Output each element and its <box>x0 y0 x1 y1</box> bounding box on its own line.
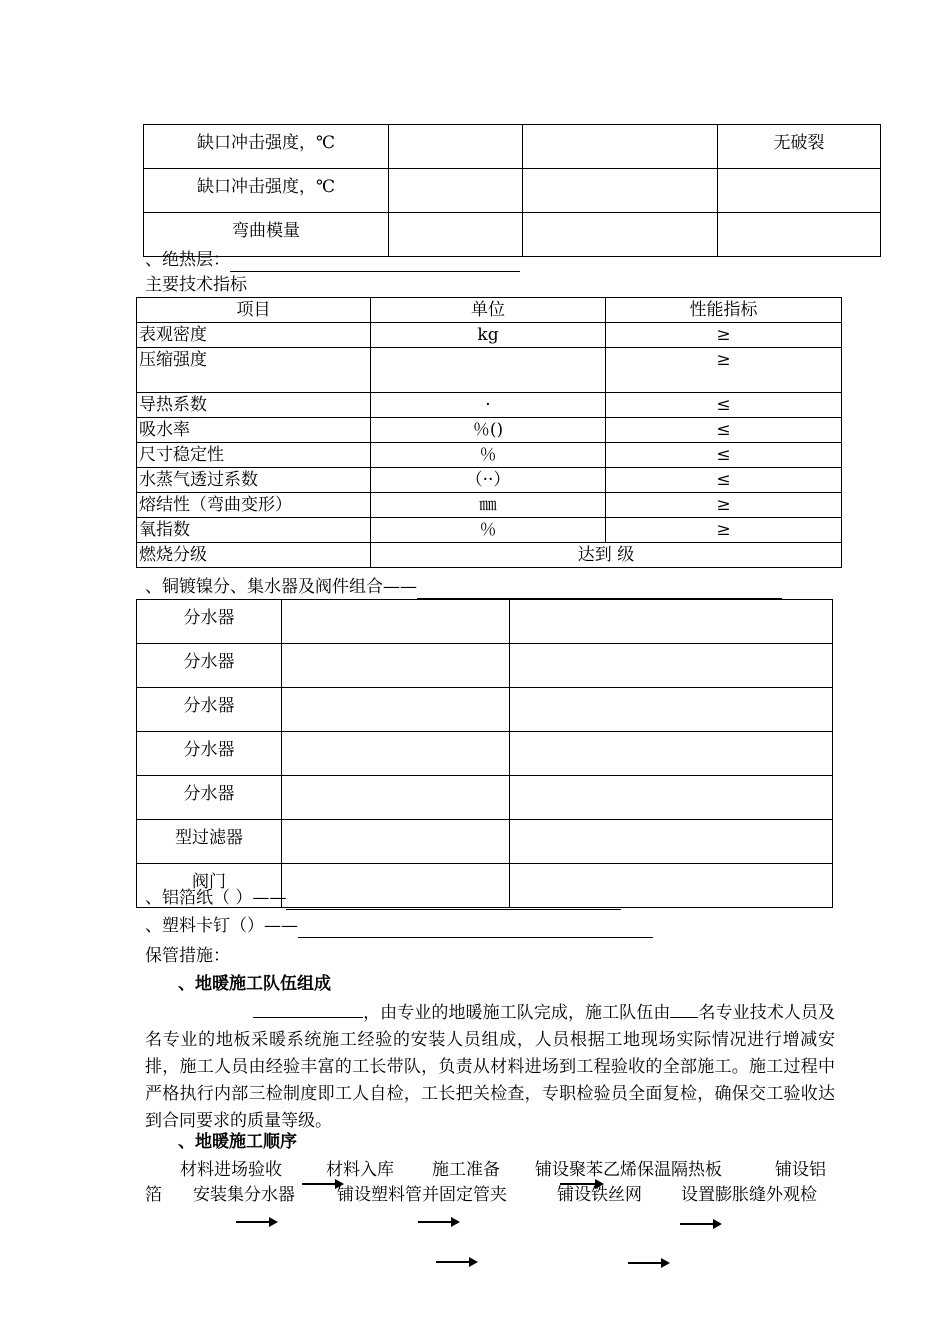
table-row <box>137 468 842 493</box>
table-cell: 吸水率 <box>137 418 371 443</box>
table-cell: ％() <box>371 418 606 443</box>
section-title: 、绝热层： <box>145 250 230 270</box>
table-cell: 弯曲模量 <box>144 213 389 257</box>
arrow-icon <box>628 1262 668 1264</box>
table-cell: ≤ <box>606 393 842 418</box>
arrow-icon <box>560 1183 602 1185</box>
table-cell: ㎜ <box>371 493 606 518</box>
team-text-a: ，由专业的地暖施工队完成，施工队伍由 <box>363 1003 671 1023</box>
table-cell: 氧指数 <box>137 518 371 543</box>
table-cell: 缺口冲击强度，℃ <box>144 169 389 213</box>
header-cell: 单位 <box>371 298 606 323</box>
clip-label: 、塑料卡钉（）—— <box>145 916 298 936</box>
table-cell: 水蒸气透过系数 <box>137 468 371 493</box>
sequence-step: 施工准备 <box>432 1160 500 1180</box>
table-cell <box>718 213 881 257</box>
arrow-icon <box>302 1183 342 1185</box>
table-row <box>137 688 833 732</box>
sequence-heading: 、地暖施工顺序 <box>178 1132 297 1152</box>
table-cell <box>371 348 606 393</box>
sequence-step: 材料进场验收 <box>180 1160 282 1180</box>
manifold-table <box>136 599 833 908</box>
table-row <box>144 169 881 213</box>
table-cell: 分水器 <box>137 732 282 776</box>
table-cell: ％ <box>371 443 606 468</box>
table-cell: 压缩强度 <box>137 348 371 393</box>
table-cell <box>523 169 718 213</box>
table-header-row <box>137 298 842 323</box>
sequence-step: 铺设塑料管并固定管夹 <box>337 1185 507 1205</box>
arrow-icon <box>236 1221 276 1223</box>
table-cell <box>282 776 510 820</box>
table-cell: ≥ <box>606 348 842 393</box>
sequence-step: 铺设聚苯乙烯保温隔热板 <box>535 1160 722 1180</box>
sequence-step: 箔 <box>145 1185 162 1205</box>
table-cell: 分水器 <box>137 600 282 644</box>
arrow-icon <box>418 1221 458 1223</box>
table-cell: kg <box>371 323 606 348</box>
arrow-icon <box>680 1223 720 1225</box>
table-row <box>137 732 833 776</box>
table-cell: 分水器 <box>137 688 282 732</box>
table-cell: ％ <box>371 518 606 543</box>
table-row <box>137 543 842 568</box>
table-cell: （··） <box>371 468 606 493</box>
table-cell: 无破裂 <box>718 125 881 169</box>
table-cell <box>282 600 510 644</box>
table-row <box>137 600 833 644</box>
table-cell: 分水器 <box>137 776 282 820</box>
header-cell: 项目 <box>137 298 371 323</box>
blank-underline <box>230 251 520 272</box>
blank-underline <box>298 917 653 938</box>
insulation-spec-table <box>136 297 842 568</box>
table-cell <box>523 213 718 257</box>
storage-label: 保管措施： <box>145 946 230 966</box>
property-table <box>143 124 881 257</box>
arrow-icon <box>436 1261 476 1263</box>
header-cell: 性能指标 <box>606 298 842 323</box>
table-cell <box>510 688 833 732</box>
table-cell: 尺寸稳定性 <box>137 443 371 468</box>
manifold-title-line <box>145 575 782 599</box>
table-cell: ≤ <box>606 443 842 468</box>
table-row <box>137 443 842 468</box>
table-row <box>137 393 842 418</box>
insulation-subtitle: 主要技术指标 <box>145 275 247 295</box>
table-row <box>137 323 842 348</box>
table-cell <box>510 644 833 688</box>
insulation-title-line <box>145 248 520 272</box>
table-cell: ≥ <box>606 518 842 543</box>
clip-line <box>145 914 653 938</box>
blank-underline <box>670 999 698 1018</box>
table-cell: 分水器 <box>137 644 282 688</box>
table-cell <box>282 732 510 776</box>
table-cell <box>510 732 833 776</box>
table-cell: 表观密度 <box>137 323 371 348</box>
team-text-b: 名专业技术人员及名专业的地板采暖系统施工经验的安装人员组成，人员根据工地现场实际情况进行增减安排，施工人员由经验丰富的工长带队，负责从材料进场到工程验收的全部施工。施工过程中严格执行内部三检制度即工人自检，工长把关检查，专职检验员全面复检，确保交工验收达到合同要求的质量等级。 <box>145 1003 836 1131</box>
table-cell: 熔结性（弯曲变形） <box>137 493 371 518</box>
table-cell: 导热系数 <box>137 393 371 418</box>
table-cell: 燃烧分级 <box>137 543 371 568</box>
table-row <box>137 776 833 820</box>
blank-underline <box>286 889 621 910</box>
table-cell <box>282 644 510 688</box>
table-row <box>137 418 842 443</box>
table-row <box>137 493 842 518</box>
section-title: 、铜镀镍分、集水器及阀件组合—— <box>145 577 417 597</box>
sequence-step: 材料入库 <box>326 1160 394 1180</box>
table-cell: 阀门 <box>137 864 282 908</box>
foil-label: 、铝箔纸（ ）—— <box>145 888 287 908</box>
table-cell: ≥ <box>606 323 842 348</box>
table-cell <box>510 600 833 644</box>
team-heading: 、地暖施工队伍组成 <box>178 974 331 994</box>
team-paragraph <box>145 999 835 1135</box>
blank-underline <box>253 999 363 1018</box>
sequence-step: 铺设铁丝网 <box>557 1185 642 1205</box>
sequence-step: 设置膨胀缝外观检 <box>681 1185 817 1205</box>
table-cell: 缺口冲击强度，℃ <box>144 125 389 169</box>
table-cell: ≤ <box>606 468 842 493</box>
table-cell <box>718 169 881 213</box>
table-row <box>137 644 833 688</box>
blank-underline <box>417 578 782 599</box>
sequence-step: 铺设铝 <box>775 1160 826 1180</box>
table-row <box>144 125 881 169</box>
foil-line <box>145 886 621 910</box>
table-row <box>137 518 842 543</box>
table-cell: ≥ <box>606 493 842 518</box>
table-cell: 达到 级 <box>371 543 842 568</box>
table-cell <box>510 776 833 820</box>
table-cell: · <box>371 393 606 418</box>
table-row <box>137 820 833 864</box>
table-row <box>137 348 842 393</box>
table-cell: 型过滤器 <box>137 820 282 864</box>
sequence-step: 安装集分水器 <box>193 1185 295 1205</box>
table-cell: ≤ <box>606 418 842 443</box>
table-cell <box>523 125 718 169</box>
table-cell <box>389 169 523 213</box>
table-cell <box>282 820 510 864</box>
table-cell <box>282 688 510 732</box>
table-cell <box>510 820 833 864</box>
table-cell <box>389 125 523 169</box>
